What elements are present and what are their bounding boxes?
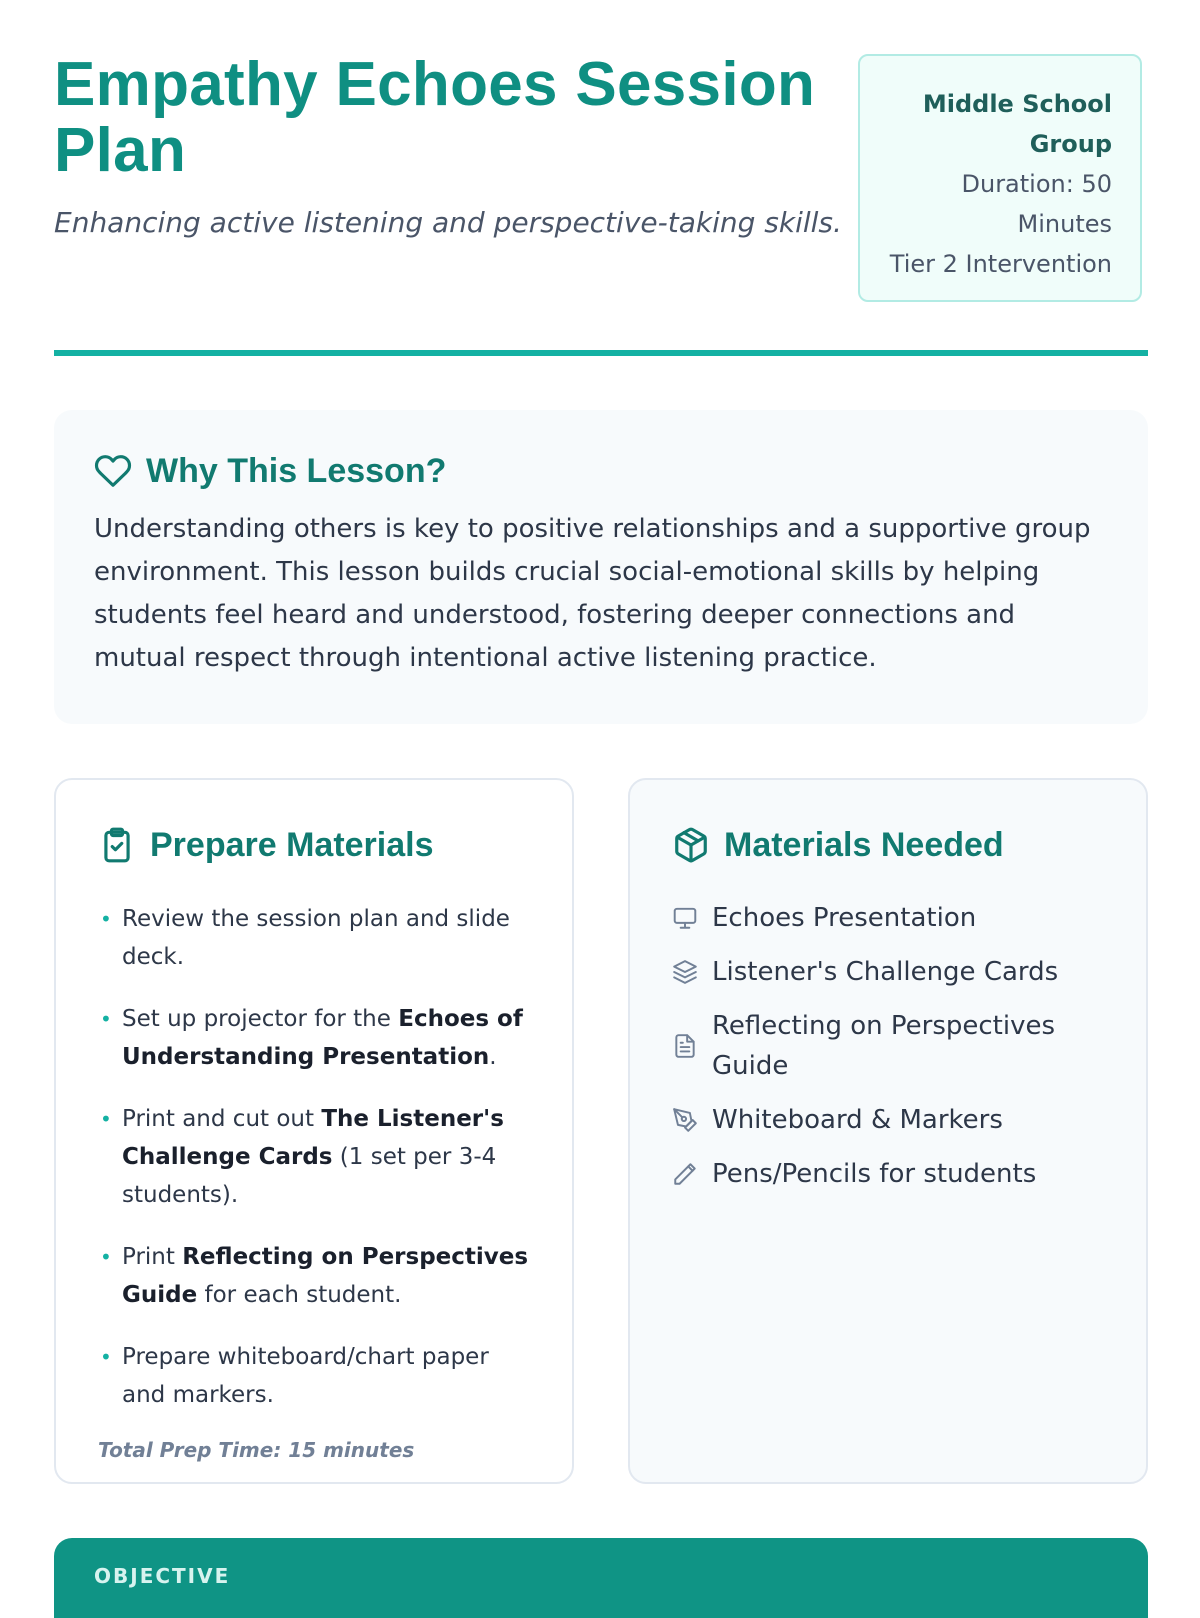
- page-title: Empathy Echoes Session Plan: [54, 50, 816, 185]
- material-item: [672, 898, 1106, 938]
- materials-section-title: [672, 824, 1106, 866]
- prep-item-text: for each student.: [197, 1282, 402, 1308]
- heart-icon: [94, 452, 132, 490]
- why-section-title: [94, 450, 1108, 492]
- prep-list: [98, 900, 532, 1414]
- prep-item-text: Set up projector for the: [122, 1006, 399, 1032]
- clipboard-check-icon: [98, 826, 136, 864]
- materials-title-text: Materials Needed: [724, 826, 1004, 864]
- objective-label: OBJECTIVE: [94, 1564, 231, 1588]
- document-icon: [672, 1033, 698, 1059]
- prep-item-text: Review the session plan and slide deck.: [122, 906, 510, 970]
- material-item: [672, 952, 1106, 992]
- meta-group: Middle School Group: [922, 90, 1112, 158]
- page-subtitle: Enhancing active listening and perspective-taking skills.: [54, 206, 842, 239]
- materials-needed-card: [628, 778, 1148, 1484]
- prep-item-text: Print and cut out: [122, 1106, 322, 1132]
- prepare-section-title: [98, 824, 532, 866]
- material-item: [672, 1154, 1106, 1194]
- prep-item: [98, 1100, 532, 1214]
- material-label: Whiteboard & Markers: [712, 1105, 1003, 1135]
- meta-tier: Tier 2 Intervention: [889, 250, 1112, 278]
- prep-item: [98, 1238, 532, 1314]
- material-label: Pens/Pencils for students: [712, 1159, 1037, 1189]
- prep-item-text: Prepare whiteboard/chart paper and markers.: [122, 1344, 489, 1408]
- prep-item: [98, 1000, 532, 1076]
- materials-list: [672, 898, 1106, 1194]
- prep-item-bold: The Listener's Challenge Cards: [122, 1106, 504, 1170]
- prep-item: [98, 1338, 532, 1414]
- material-label: Echoes Presentation: [712, 903, 977, 933]
- total-prep-time: Total Prep Time: 15 minutes: [98, 1438, 415, 1462]
- material-label: Reflecting on Perspectives Guide: [712, 1011, 1056, 1081]
- prep-item-bold: Echoes of Understanding Presentation: [122, 1006, 523, 1070]
- material-item: [672, 1100, 1106, 1140]
- prep-item-text: (1 set per 3-4 students).: [122, 1144, 497, 1208]
- objective-section: [54, 1538, 1148, 1618]
- material-item: [672, 1006, 1106, 1086]
- prep-item-text: .: [489, 1044, 497, 1070]
- material-label: Listener's Challenge Cards: [712, 957, 1059, 987]
- monitor-icon: [672, 905, 698, 931]
- layers-icon: [672, 959, 698, 985]
- why-title-text: Why This Lesson?: [146, 452, 447, 490]
- header-divider: [54, 350, 1148, 356]
- marker-icon: [672, 1107, 698, 1133]
- session-plan-page: [54, 0, 1148, 1588]
- package-icon: [672, 826, 710, 864]
- header: [54, 0, 1148, 356]
- meta-duration: Duration: 50 Minutes: [961, 170, 1112, 238]
- why-body: Understanding others is key to positive relationships and a supportive group environment. This lesson builds crucial social-emotional skills by helping students feel heard and understood, fostering deeper connections and mutual respect through intentional active listening practice.: [94, 514, 1091, 673]
- prep-item-text: Print: [122, 1244, 183, 1270]
- why-section: [54, 410, 1148, 724]
- pencil-icon: [672, 1161, 698, 1187]
- prepare-materials-card: [54, 778, 574, 1484]
- prep-item: [98, 900, 532, 976]
- prepare-title-text: Prepare Materials: [150, 826, 434, 864]
- session-meta-card: [858, 54, 1142, 302]
- prep-item-bold: Reflecting on Perspectives Guide: [122, 1244, 529, 1308]
